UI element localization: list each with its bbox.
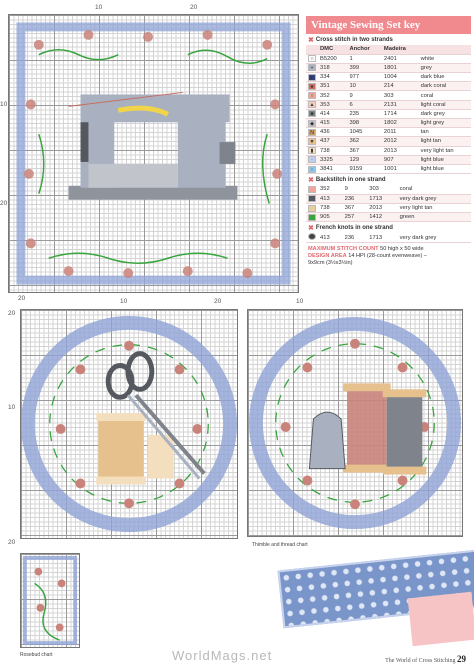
magazine-name: The World of Cross Stitching [385, 658, 456, 664]
french-knots-heading: ✖ French knots in one strand [308, 225, 393, 233]
thread-row [306, 82, 471, 91]
backstitch-line-swatch [308, 186, 316, 193]
dmc-cell: 353 [318, 100, 347, 109]
rosebud-motif [21, 554, 79, 647]
anchor-cell: 10 [347, 82, 381, 91]
page-number: 29 [457, 654, 466, 664]
scissors-motif [21, 310, 237, 538]
madeira-header: Madeira [382, 45, 419, 54]
anchor-cell: 235 [347, 109, 381, 118]
color-name-cell: coral [398, 185, 471, 194]
dmc-cell: 352 [318, 91, 347, 100]
scissors-bottom-label-20: 20 [8, 539, 16, 546]
backstitch-line-swatch [308, 214, 316, 221]
symbol-cell [306, 155, 318, 164]
thread-row [306, 204, 471, 213]
thread-symbol: ↑ [308, 166, 316, 173]
anchor-cell: 9 [343, 185, 368, 194]
thread-row [306, 155, 471, 164]
dmc-cell: B5200 [318, 54, 347, 63]
sewing-top-label-10: 10 [95, 4, 103, 11]
anchor-cell: 367 [347, 146, 381, 155]
thimble-chart-caption: Thimble and thread chart [252, 542, 308, 548]
color-name-cell: very light tan [398, 204, 471, 213]
color-name-cell: light blue [419, 155, 471, 164]
page-footer [385, 654, 466, 664]
french-knots-table [306, 233, 471, 243]
madeira-cell: 1714 [382, 109, 419, 118]
cross-stitch-table [306, 45, 471, 174]
backstitch-line-swatch [308, 195, 316, 202]
dmc-cell: 414 [318, 109, 347, 118]
thread-symbol: ◐ [308, 74, 316, 81]
madeira-cell: 214 [382, 82, 419, 91]
swatch-cell [306, 233, 318, 243]
color-name-cell: grey [419, 63, 471, 72]
dmc-cell: 738 [318, 204, 343, 213]
scissors-left-label-10: 10 [8, 404, 16, 411]
symbol-cell [306, 146, 318, 155]
symbol-cell [306, 54, 318, 63]
madeira-cell: 303 [367, 185, 397, 194]
thread-row [306, 213, 471, 222]
design-area-value: 14 HPI (28-count evenweave) – [348, 253, 427, 260]
anchor-cell: 236 [343, 233, 368, 243]
thread-symbol: ○ [308, 92, 316, 99]
dmc-cell: 738 [318, 146, 347, 155]
anchor-cell: 1045 [347, 128, 381, 137]
design-info [306, 243, 471, 267]
madeira-cell: 2401 [382, 54, 419, 63]
symbol-cell [306, 119, 318, 128]
symbol-cell [306, 73, 318, 82]
madeira-cell: 1713 [367, 233, 397, 243]
thimble-motif [248, 310, 462, 536]
thread-row [306, 194, 471, 203]
anchor-header: Anchor [347, 45, 381, 54]
design-size: 9x9cm (3½x3½in) [308, 260, 353, 267]
thread-row [306, 119, 471, 128]
thread-symbol: ▼ [309, 138, 315, 145]
max-stitch-value: 50 high x 50 wide [380, 246, 424, 253]
symbol-cell [306, 164, 318, 173]
scissors-thread-chart [20, 309, 238, 539]
color-name-cell: coral [419, 91, 471, 100]
dmc-cell: 351 [318, 82, 347, 91]
scissors-top-right-label-20: 20 [214, 298, 222, 305]
symbol-cell [306, 137, 318, 146]
color-name-cell: light tan [419, 137, 471, 146]
anchor-cell: 9159 [347, 164, 381, 173]
color-name-cell: very light tan [419, 146, 471, 155]
swatch-cell [306, 194, 318, 203]
cross-stitch-header-row [306, 45, 471, 54]
dmc-cell: 905 [318, 213, 343, 222]
cross-marker-icon: ✖ [308, 225, 314, 233]
madeira-cell: 2013 [382, 146, 419, 155]
key-title: Vintage Sewing Set key [306, 16, 471, 34]
madeira-cell: 1801 [382, 63, 419, 72]
thread-symbol: ▲ [309, 102, 315, 109]
dmc-cell: 415 [318, 119, 347, 128]
dmc-cell: 3325 [318, 155, 347, 164]
thread-symbol: ◆ [308, 120, 316, 127]
scissors-left-label-20: 20 [8, 310, 16, 317]
dmc-cell: 437 [318, 137, 347, 146]
thread-row [306, 100, 471, 109]
french-knot-icon [308, 233, 316, 240]
backstitch-table [306, 185, 471, 222]
thread-row [306, 73, 471, 82]
symbol-cell [306, 82, 318, 91]
rosebud-chart [20, 553, 80, 648]
cross-stitch-heading: ✖ Cross stitch in two strands [308, 37, 393, 44]
thread-row [306, 185, 471, 194]
symbol-cell [306, 91, 318, 100]
scissors-top-label-10: 10 [120, 298, 128, 305]
swatch-cell [306, 204, 318, 213]
madeira-cell: 907 [382, 155, 419, 164]
anchor-cell: 236 [343, 194, 368, 203]
madeira-cell: 1713 [367, 194, 397, 203]
thread-symbol: ∩ [308, 55, 316, 62]
sewing-left-label-20: 20 [0, 200, 8, 207]
cross-stitch-rows [306, 54, 471, 173]
thread-row [306, 137, 471, 146]
anchor-cell: 9 [347, 91, 381, 100]
color-name-cell: dark blue [419, 73, 471, 82]
thread-row [306, 146, 471, 155]
color-name-cell: very dark grey [398, 233, 471, 243]
cross-marker-icon: ✖ [308, 177, 314, 185]
watermark: WorldMags.net [172, 648, 273, 663]
cross-marker-icon: ✖ [308, 37, 314, 44]
anchor-cell: 129 [347, 155, 381, 164]
design-area-label: DESIGN AREA [308, 253, 347, 260]
dmc-cell: 413 [318, 233, 343, 243]
thread-row [306, 233, 471, 243]
thimble-top-label-10: 10 [296, 298, 304, 305]
thread-symbol: ● [308, 83, 316, 90]
anchor-cell: 367 [343, 204, 368, 213]
thimble-thread-chart [247, 309, 463, 537]
thread-symbol: ▪ [308, 64, 316, 71]
thread-symbol: ■ [308, 110, 316, 117]
color-name-cell: green [398, 213, 471, 222]
dmc-cell: 436 [318, 128, 347, 137]
thread-row [306, 91, 471, 100]
color-name-cell: dark grey [419, 109, 471, 118]
anchor-cell: 1 [347, 54, 381, 63]
madeira-cell: 1001 [382, 164, 419, 173]
color-name-cell: white [419, 54, 471, 63]
madeira-cell: 2012 [382, 137, 419, 146]
dmc-cell: 318 [318, 63, 347, 72]
symbol-cell [306, 100, 318, 109]
thread-key [306, 16, 471, 267]
sewing-bottom-label-20: 20 [18, 295, 26, 302]
swatch-cell [306, 213, 318, 222]
dmc-header: DMC [318, 45, 347, 54]
color-name-cell: very dark grey [398, 194, 471, 203]
anchor-cell: 398 [347, 119, 381, 128]
madeira-cell: 1004 [382, 73, 419, 82]
madeira-cell: 1412 [367, 213, 397, 222]
color-name-cell: light grey [419, 119, 471, 128]
anchor-cell: 977 [347, 73, 381, 82]
dmc-cell: 334 [318, 73, 347, 82]
rosebud-chart-caption: Rosebud chart [20, 652, 53, 658]
backstitch-heading: ✖ Backstitch in one strand [308, 177, 386, 185]
dmc-cell: 352 [318, 185, 343, 194]
sewing-top-label-20: 20 [190, 4, 198, 11]
anchor-cell: 399 [347, 63, 381, 72]
thread-row [306, 128, 471, 137]
thread-symbol: · [308, 156, 316, 163]
thread-row [306, 63, 471, 72]
max-stitch-label: MAXIMUM STITCH COUNT [308, 246, 379, 253]
madeira-cell: 2131 [382, 100, 419, 109]
thread-row [306, 109, 471, 118]
symbol-cell [306, 63, 318, 72]
symbol-cell [306, 109, 318, 118]
color-name-cell: light blue [419, 164, 471, 173]
thread-row [306, 164, 471, 173]
sewing-machine-motif [9, 15, 298, 292]
sewing-left-label-10: 10 [0, 101, 8, 108]
color-name-cell: tan [419, 128, 471, 137]
sewing-machine-chart [8, 14, 299, 293]
symbol-cell [306, 128, 318, 137]
fabric-photo-pink [408, 592, 474, 646]
thread-symbol: ▮ [308, 147, 316, 154]
anchor-cell: 362 [347, 137, 381, 146]
madeira-cell: 303 [382, 91, 419, 100]
dmc-cell: 413 [318, 194, 343, 203]
swatch-cell [306, 185, 318, 194]
thread-row [306, 54, 471, 63]
madeira-cell: 2011 [382, 128, 419, 137]
anchor-cell: 257 [343, 213, 368, 222]
madeira-cell: 2013 [367, 204, 397, 213]
dmc-cell: 3841 [318, 164, 347, 173]
anchor-cell: 6 [347, 100, 381, 109]
color-name-cell: dark coral [419, 82, 471, 91]
thread-symbol: N [308, 129, 316, 136]
backstitch-line-swatch [308, 205, 316, 212]
color-name-cell: light coral [419, 100, 471, 109]
madeira-cell: 1802 [382, 119, 419, 128]
